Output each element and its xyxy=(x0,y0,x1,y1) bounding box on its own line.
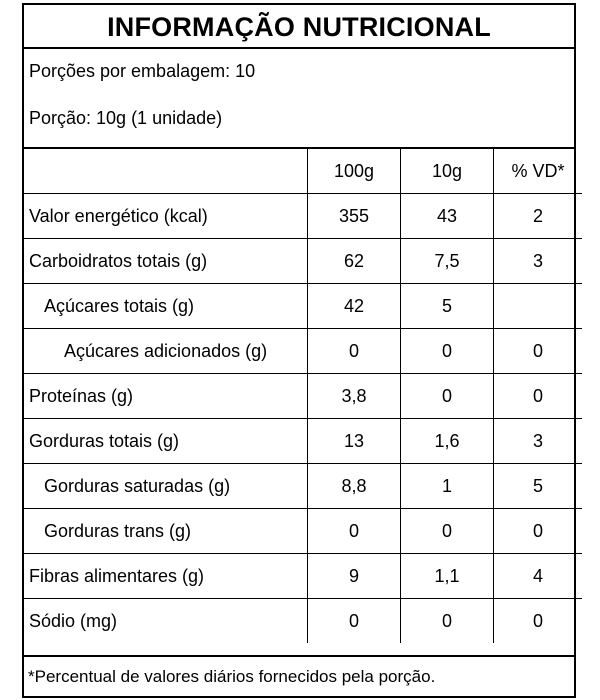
value-10g: 0 xyxy=(401,374,494,419)
value-100g: 8,8 xyxy=(308,464,401,509)
nutrient-name: Sódio (mg) xyxy=(24,599,308,644)
value-10g: 0 xyxy=(401,599,494,644)
value-100g: 3,8 xyxy=(308,374,401,419)
value-100g: 13 xyxy=(308,419,401,464)
value-vd: 0 xyxy=(494,329,583,374)
table-row xyxy=(24,599,582,644)
header-100g: 100g xyxy=(308,149,401,194)
table-row xyxy=(24,239,582,284)
nutrient-name: Carboidratos totais (g) xyxy=(24,239,308,284)
value-10g: 0 xyxy=(401,509,494,554)
table-row xyxy=(24,509,582,554)
value-100g: 42 xyxy=(308,284,401,329)
value-vd: 3 xyxy=(494,419,583,464)
value-100g: 0 xyxy=(308,599,401,644)
value-vd: 0 xyxy=(494,509,583,554)
value-vd: 0 xyxy=(494,374,583,419)
nutrient-name: Gorduras saturadas (g) xyxy=(24,464,308,509)
value-10g: 7,5 xyxy=(401,239,494,284)
table-row xyxy=(24,194,582,239)
value-vd: 5 xyxy=(494,464,583,509)
value-10g: 5 xyxy=(401,284,494,329)
label-title: INFORMAÇÃO NUTRICIONAL xyxy=(24,5,574,49)
table-row xyxy=(24,374,582,419)
nutrient-name: Gorduras trans (g) xyxy=(24,509,308,554)
nutrient-name: Açúcares totais (g) xyxy=(24,284,308,329)
nutrient-name: Fibras alimentares (g) xyxy=(24,554,308,599)
table-row xyxy=(24,419,582,464)
table-row xyxy=(24,329,582,374)
table-row xyxy=(24,554,582,599)
value-vd: 3 xyxy=(494,239,583,284)
value-10g: 1,1 xyxy=(401,554,494,599)
value-10g: 1 xyxy=(401,464,494,509)
value-10g: 43 xyxy=(401,194,494,239)
value-100g: 0 xyxy=(308,509,401,554)
value-100g: 0 xyxy=(308,329,401,374)
nutrient-name: Açúcares adicionados (g) xyxy=(24,329,308,374)
value-vd: 4 xyxy=(494,554,583,599)
value-vd: 0 xyxy=(494,599,583,644)
table-header-row xyxy=(24,149,582,194)
header-10g: 10g xyxy=(401,149,494,194)
nutrient-name: Gorduras totais (g) xyxy=(24,419,308,464)
value-vd xyxy=(494,284,583,329)
value-10g: 1,6 xyxy=(401,419,494,464)
portion-size: Porção: 10g (1 unidade) xyxy=(29,108,223,128)
value-vd: 2 xyxy=(494,194,583,239)
table-row xyxy=(24,464,582,509)
value-10g: 0 xyxy=(401,329,494,374)
nutrition-label xyxy=(22,3,576,698)
table-row xyxy=(24,284,582,329)
nutrient-name: Proteínas (g) xyxy=(24,374,308,419)
footnote: *Percentual de valores diários fornecidos pela porção. xyxy=(24,655,574,698)
header-vd: % VD* xyxy=(494,149,583,194)
portions-per-pack: Porções por embalagem: 10 xyxy=(29,61,256,81)
nutrition-table xyxy=(24,149,582,643)
header-nutrient xyxy=(24,149,308,194)
value-100g: 9 xyxy=(308,554,401,599)
value-100g: 62 xyxy=(308,239,401,284)
value-100g: 355 xyxy=(308,194,401,239)
nutrient-name: Valor energético (kcal) xyxy=(24,194,308,239)
